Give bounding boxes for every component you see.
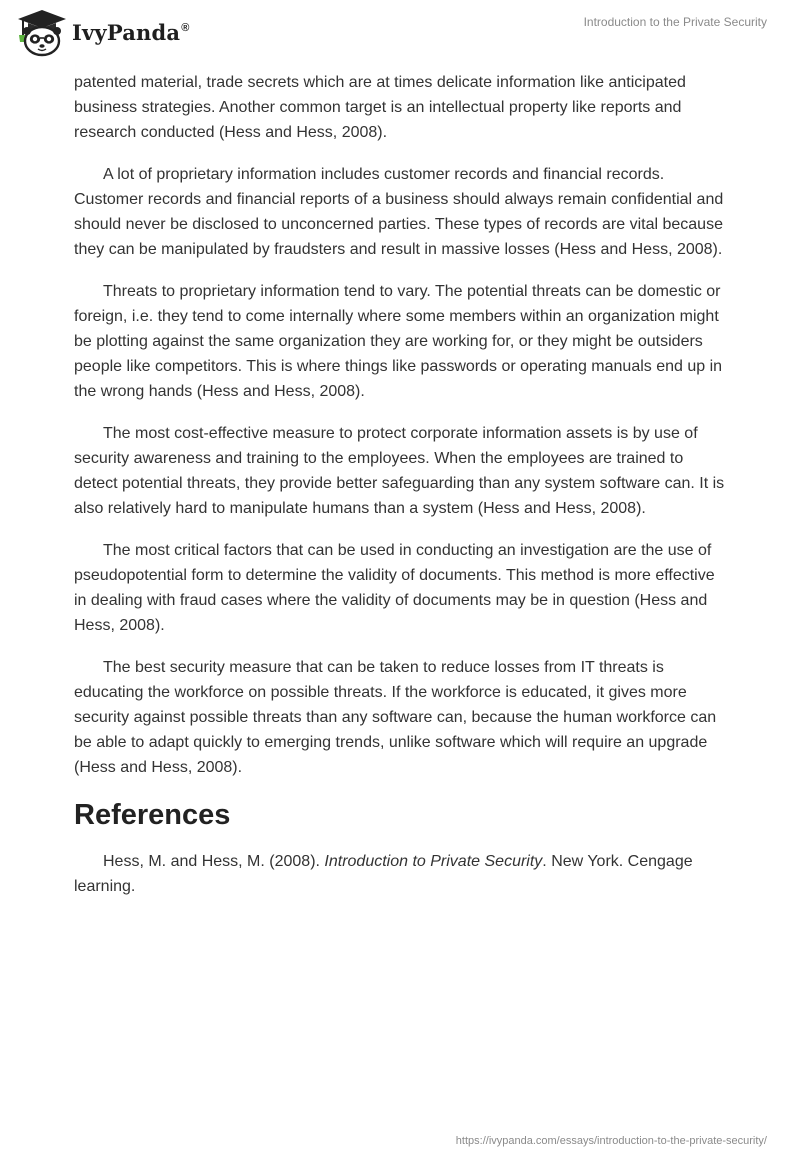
body-paragraph: A lot of proprietary information includes customer records and financial records. Customer records and financial reports of a business should always remain confidential and should never be disclosed to unconcerned parties. These types of records are vital because they can be manipulated by fraudsters and result in massive losses (Hess and Hess, 2008). xyxy=(74,166,724,258)
references-heading: References xyxy=(74,799,231,831)
reference-authors-year: Hess, M. and Hess, M. (2008). xyxy=(103,853,325,870)
panda-graduate-icon xyxy=(14,8,70,58)
body-paragraph: patented material, trade secrets which are at times delicate information like anticipated business strategies. Another common target is an intellectual property like reports and research conducted (Hess and Hess, 2008). xyxy=(74,74,686,141)
essay-content xyxy=(74,70,726,899)
page-header xyxy=(0,0,800,70)
registered-mark: ® xyxy=(181,21,190,34)
brand-name: IvyPanda® xyxy=(72,19,190,45)
reference-title: Introduction to Private Security xyxy=(324,853,543,870)
reference-publisher: . New York. Cengage learning. xyxy=(74,853,693,895)
body-paragraph: The most critical factors that can be used in conducting an investigation are the use of pseudopotential form to determine the validity of documents. This method is more effective in dealing with fraud cases where the validity of documents may be in question (Hess and Hess, 2008). xyxy=(74,542,715,634)
body-paragraph: The most cost-effective measure to protect corporate information assets is by use of security awareness and training to the employees. When the employees are trained to detect potential threats, they provide better safeguarding than any system software can. It is also relatively hard to manipulate humans than a system (Hess and Hess, 2008). xyxy=(74,425,725,517)
brand-logo[interactable] xyxy=(14,8,190,58)
body-paragraph: The best security measure that can be taken to reduce losses from IT threats is educating the workforce on possible threats. If the workforce is educated, it gives more security against possible threats than any software can, because the human workforce can be able to adapt quickly to emerging trends, unlike software which will require an upgrade (Hess and Hess, 2008). xyxy=(74,659,717,776)
reference-entry xyxy=(74,849,726,899)
body-paragraph: Threats to proprietary information tend to vary. The potential threats can be domestic or foreign, i.e. they tend to come internally where some members within an organization might be plotting against the same organization they are working for, or they might be outsiders people like competitors. This is where things like passwords or operating manuals end up in the wrong hands (Hess and Hess, 2008). xyxy=(74,283,723,400)
source-url[interactable]: https://ivypanda.com/essays/introduction-to-the-private-security/ xyxy=(455,1135,767,1147)
document-title: Introduction to the Private Security xyxy=(583,15,767,29)
